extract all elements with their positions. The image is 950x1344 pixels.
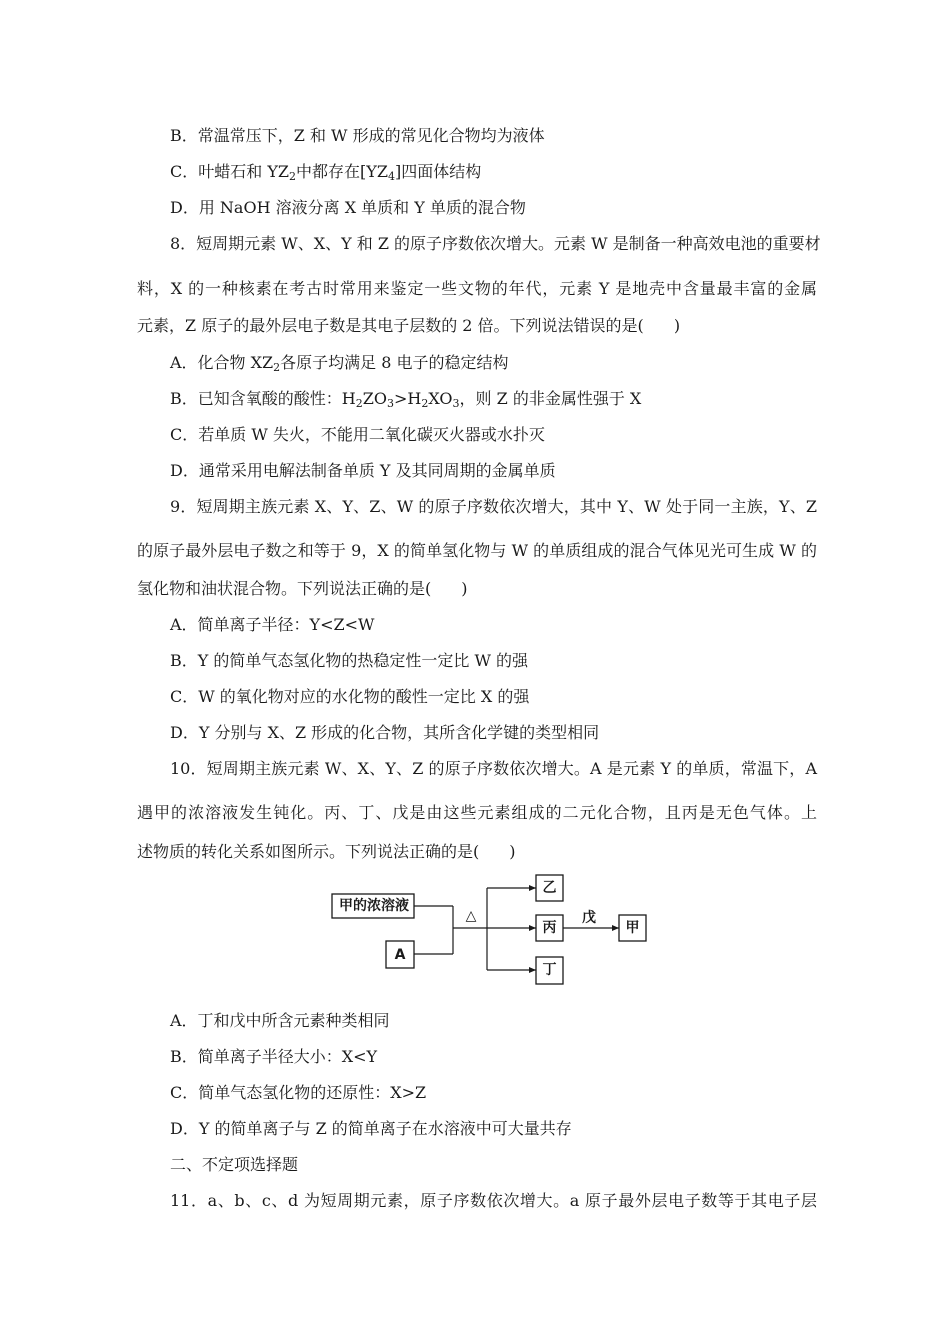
- q9-stem-line3: 氢化物和油状混合物。下列说法正确的是( ): [137, 579, 468, 598]
- q7-option-b: B．常温常压下，Z 和 W 形成的常见化合物均为液体: [170, 126, 545, 145]
- heat-symbol: △: [465, 908, 477, 924]
- q8-stem-line3: 元素，Z 原子的最外层电子数是其电子层数的 2 倍。下列说法错误的是( ): [137, 316, 681, 335]
- q8-option-a: A．化合物 $XZ_2$各原子均满足 8 电子的稳定结构: [170, 353, 509, 374]
- q11-stem-line1: 11．a、b、c、d 为短周期元素，原子序数依次增大。a 原子最外层电子数等于其电子层: [170, 1191, 817, 1210]
- q8-option-c: C．若单质 W 失火，不能用二氧化碳灭火器或水扑灭: [170, 425, 545, 444]
- q9-option-a: A．简单离子半径：Y<Z<W: [170, 615, 375, 634]
- q9-stem-line2: 的原子最外层电子数之和等于 9，X 的简单氢化物与 W 的单质组成的混合气体见光可生成 W 的: [137, 541, 817, 560]
- q10-option-c: C．简单气态氢化物的还原性：X>Z: [170, 1083, 427, 1102]
- q10-option-b: B．简单离子半径大小：X<Y: [170, 1047, 378, 1066]
- reaction-diagram: [325, 868, 655, 993]
- label-a: A: [394, 947, 406, 963]
- q10-option-d: D．Y 的简单离子与 Z 的简单离子在水溶液中可大量共存: [170, 1119, 572, 1138]
- label-wu: 戊: [582, 910, 596, 926]
- label-yi: 乙: [542, 880, 557, 896]
- q7-option-d: D．用 NaOH 溶液分离 X 单质和 Y 单质的混合物: [170, 198, 526, 217]
- q10-option-a: A．丁和戊中所含元素种类相同: [170, 1011, 390, 1030]
- q9-option-c: C．W 的氧化物对应的水化物的酸性一定比 X 的强: [170, 687, 530, 706]
- q8-option-b: B．已知含氧酸的酸性：$H_2ZO_3>H_2XO_3$，则 Z 的非金属性强于 X: [170, 389, 642, 410]
- q9-option-d: D．Y 分别与 X、Z 形成的化合物，其所含化学键的类型相同: [170, 723, 600, 742]
- section-heading: 二、不定项选择题: [170, 1155, 299, 1174]
- q8-stem-line2: 料，X 的一种核素在考古时常用来鉴定一些文物的年代，元素 Y 是地壳中含量最丰富的金属: [137, 279, 817, 298]
- q7-option-c: C．叶蜡石和 $YZ_2$中都存在$[YZ_4]$四面体结构: [170, 162, 482, 183]
- q10-stem-line1: 10．短周期主族元素 W、X、Y、Z 的原子序数依次增大。A 是元素 Y 的单质，常温下，A: [170, 759, 817, 778]
- q8-option-d: D．通常采用电解法制备单质 Y 及其同周期的金属单质: [170, 461, 556, 480]
- label-jia: 甲: [625, 920, 640, 936]
- q9-option-b: B．Y 的简单气态氢化物的热稳定性一定比 W 的强: [170, 651, 529, 670]
- q10-stem-line3: 述物质的转化关系如图所示。下列说法正确的是( ): [137, 842, 516, 861]
- label-bing: 丙: [542, 920, 557, 936]
- q10-stem-line2: 遇甲的浓溶液发生钝化。丙、丁、戊是由这些元素组成的二元化合物，且丙是无色气体。上: [137, 803, 817, 822]
- label-ding: 丁: [542, 962, 557, 978]
- q9-stem-line1: 9．短周期主族元素 X、Y、Z、W 的原子序数依次增大，其中 Y、W 处于同一主族，Y、Z: [170, 497, 817, 516]
- q8-stem-line1: 8．短周期元素 W、X、Y 和 Z 的原子序数依次增大。元素 W 是制备一种高效电池的重要材: [170, 234, 821, 253]
- diagram-lines: [325, 868, 655, 993]
- label-concentrated-solution: 甲的浓溶液: [339, 898, 409, 914]
